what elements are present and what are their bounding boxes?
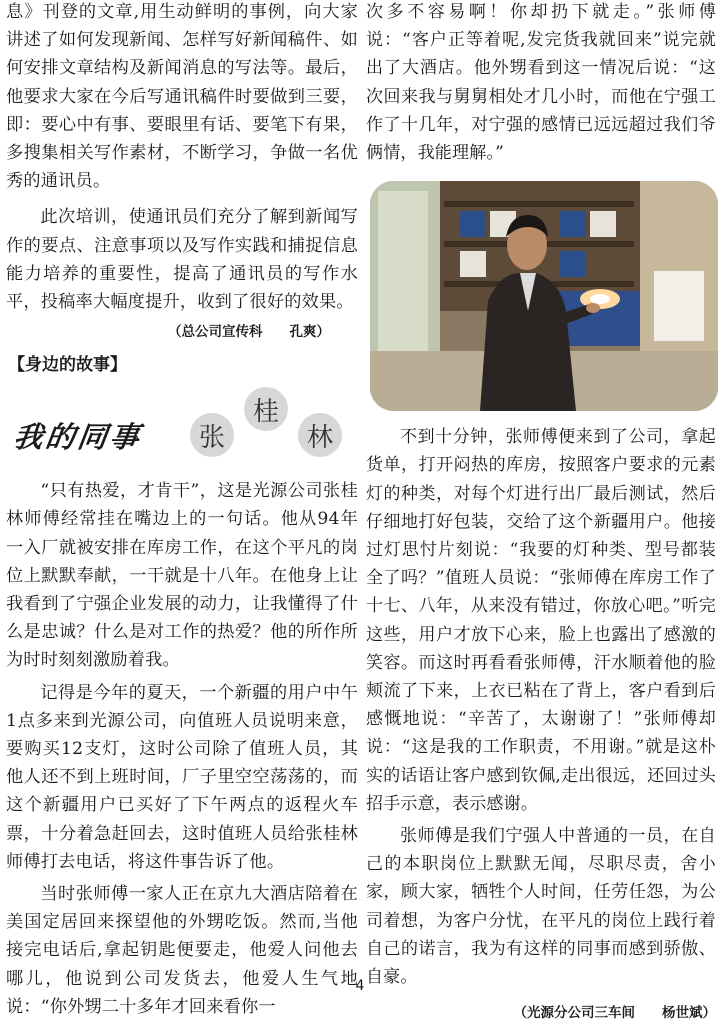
- photo-illustration: [370, 181, 718, 411]
- article-paragraph: “只有热爱，才肯干”，这是光源公司张桂林师傅经常挂在嘴边上的一句话。他从94年一入厂就被安排在库房工作，在这个平凡的岗位上默默奉献，一干就是十八年。在他身上让我看到了宁强企业发展的动力，让我懂得了什么是忠诚？什么是对工作的热爱？他的所作所为时时刻刻激励着我。: [6, 481, 358, 671]
- article-paragraph: 张师傅是我们宁强人中普通的一员，在自己的本职岗位上默默无闻，尽职尽责，舍小家，顾大家，牺牲个人时间，任劳任怨，为公司着想，为客户分忧，在平凡的岗位上践行着自己的诺言，我为有这样的同事而感到骄傲、自豪。: [366, 826, 716, 988]
- page-number: 4: [355, 978, 365, 994]
- title-text: 我的同事: [11, 420, 145, 455]
- left-column: [6, 0, 358, 1021]
- article-paragraph: 记得是今年的夏天，一个新疆的用户中午1点多来到光源公司，向值班人员说明来意，要购买12支灯，这时公司除了值班人员，其他人还不到上班时间，厂子里空空荡荡的，而这个新疆用户已买好了下午两点的返程火车票，十分着急赶回去，这时值班人员给张桂林师傅打去电话，将这件事告诉了他。: [6, 682, 358, 872]
- worker-photo: [370, 181, 718, 411]
- article-title: [6, 381, 358, 469]
- article-paragraph: 次多不容易啊！你却扔下就走。”张师傅说：“客户正等着呢,发完货我就回来”说完就出了大酒店。他外甥看到这一情况后说：“这次回来我与舅舅相处才几小时，而他在宁强工作了十几年，对宁强的感情已远远超过我们爷俩情，我能理解。”: [366, 2, 716, 164]
- title-name-char: 林: [298, 413, 342, 457]
- right-column: [366, 0, 716, 1021]
- title-name-char: 张: [190, 413, 234, 457]
- byline: （光源分公司三车间 杨世斌）: [513, 1005, 716, 1021]
- title-name-char: 桂: [244, 387, 288, 431]
- article-paragraph: 此次培训，使通讯员们充分了解到新闻写作的要点、注意事项以及写作实践和捕捉信息能力培养的重要性，提高了通讯员的写作水平，投稿率大幅度提升，收到了很好的效果。: [6, 207, 358, 313]
- article-paragraph: 当时张师傅一家人正在京九大酒店陪着在美国定居回来探望他的外甥吃饭。然而,当他接完电话后,拿起钥匙便要走，他爱人问他去哪儿，他说到公司发货去，他爱人生气地说：“你外甥二十多年才回来看你一: [6, 884, 358, 1017]
- byline: （总公司宣传科 孔爽）: [168, 324, 330, 341]
- article-paragraph: 息》刊登的文章,用生动鲜明的事例，向大家讲述了如何发现新闻、怎样写好新闻稿件、如何安排文章结构及新闻消息的写法等。最后，他要求大家在今后写通讯稿件时要做到三要，即：要心中有事、要眼里有话、要笔下有果，多搜集相关写作素材，不断学习，争做一名优秀的通讯员。: [6, 2, 358, 192]
- section-heading: 【身边的故事】: [8, 355, 127, 376]
- article-paragraph: 不到十分钟，张师傅便来到了公司，拿起货单，打开闷热的库房，按照客户要求的元素灯的种类，对每个灯进行出厂最后测试，然后仔细地打好包装，交给了这个新疆用户。他接过灯思忖片刻说：“我要的灯种类、型号都装全了吗？”值班人员说：“张师傅在库房工作了十七、八年，从来没有错过，你放心吧。”听完这些，用户才放下心来，脸上也露出了感激的笑容。而这时再看看张师傅，汗水顺着他的脸颊流了下来，上衣已粘在了背上，客户看到后感慨地说：“辛苦了，太谢谢了！”张师傅却说：“这是我的工作职责，不用谢。”就是这朴实的话语让客户感到钦佩,走出很远，还回过头招手示意，表示感谢。: [366, 427, 716, 814]
